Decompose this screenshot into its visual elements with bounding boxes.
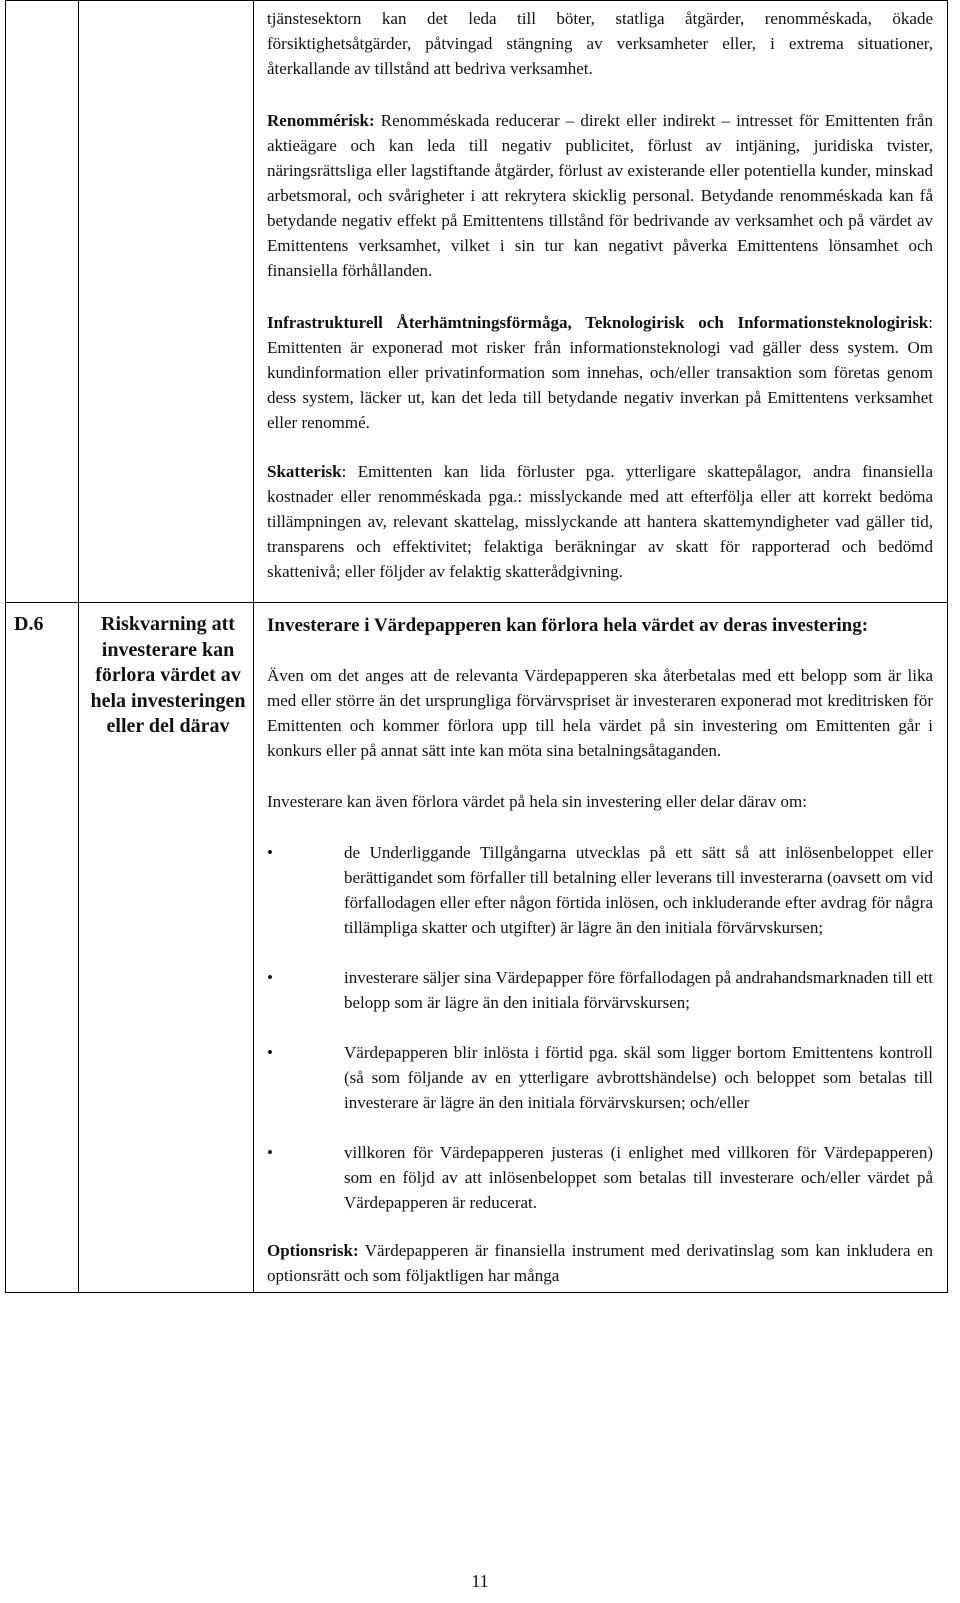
risk-bullet-list: [267, 840, 933, 1215]
skatt-label: Skatterisk: [267, 462, 342, 481]
top-paragraph: tjänstesektorn kan det leda till böter, statliga åtgärder, renomméskada, ökade försiktighetsåtgärder, påtvingad stängning av verksamheter eller, i extrema situationer, återkallande av tillstånd att bedriva verksamhet.: [267, 9, 933, 78]
empty-cell: [6, 1, 79, 603]
renomme-paragraph: [267, 108, 933, 283]
table-row: [6, 1, 948, 603]
bullet-glyph: •: [267, 968, 273, 987]
section-title-cell: [79, 603, 254, 1293]
infra-paragraph: [267, 310, 933, 435]
bullet-glyph: •: [267, 1043, 273, 1062]
list-item: • investerare säljer sina Värdepapper före förfallodagen på andrahandsmarknaden till ett belopp som är lägre än den initiala förvärvskursen;: [267, 965, 933, 1015]
list-item: • de Underliggande Tillgångarna utvecklas på ett sätt så att inlösenbeloppet eller berättigandet som förfaller till betalning eller leverans till investerarna (oavsett om vid förfallodagen eller efter någon förtida inlösen, och inkluderande efter avdrag för några tillämpliga skatter och utgifter) är lägre än den initiala förvärvskursen;: [267, 840, 933, 940]
summary-table: [5, 0, 948, 1293]
section-number-cell: [6, 603, 79, 1293]
renomme-label: Renommérisk:: [267, 111, 375, 130]
table-row: [6, 603, 948, 1293]
skatt-paragraph: [267, 459, 933, 584]
content-cell: [254, 1, 948, 603]
infra-text: : Emittenten är exponerad mot risker från informationsteknologi vad gäller dess system. Om kundinformation eller privatinformation som innehas, och/eller transaktion som företas genom dess system, läcker ut, kan det leda till betydande negativ inverkan på Emittentens verksamhet eller renommé.: [267, 313, 933, 432]
option-risk-label: Optionsrisk:: [267, 1241, 359, 1260]
list-item: • villkoren för Värdepapperen justeras (i enlighet med villkoren för Värdepapperen) som en följd av att inlösenbeloppet som betalas till investerare och/eller värdet på Värdepapperen är reducerat.: [267, 1140, 933, 1215]
bullet-glyph: •: [267, 1143, 273, 1162]
section-title: Riskvarning att investerare kan förlora värdet av hela investeringen eller del därav: [90, 613, 246, 737]
page-number: 11: [471, 1571, 489, 1591]
empty-cell: [79, 1, 254, 603]
skatt-text: : Emittenten kan lida förluster pga. ytterligare skattepålagor, andra finansiella kostnader eller renomméskada pga.: misslyckande med att efterfölja eller att korrekt bedöma tillämpningen av, relevant skattelag, misslyckande att hantera skattemyndigheter vad gäller tid, transparens och effektivitet; felaktiga beräkningar av skatt för rapporterad och bedömd skattenivå; eller följder av felaktig skatterådgivning.: [267, 462, 933, 581]
d6-paragraph-2: Investerare kan även förlora värdet på hela sin investering eller delar därav om:: [267, 792, 807, 811]
section-number: D.6: [14, 613, 44, 635]
option-risk-paragraph: [267, 1238, 933, 1288]
content-cell: [254, 603, 948, 1293]
option-risk-text: Värdepapperen är finansiella instrument med derivatinslag som kan inkludera en optionsrätt och som följaktligen har många: [267, 1241, 933, 1285]
renomme-text: Renomméskada reducerar – direkt eller indirekt – intresset för Emittenten från aktieägare och kan leda till negativ publicitet, förlust av intjäning, juridiska tvister, näringsrättsliga eller lagstiftande åtgärder, förlust av existerande eller potentiella kunder, minskad arbetsmoral, och svårigheter i att rekrytera skicklig personal. Betydande renomméskada kan få betydande negativ effekt på Emittentens tillstånd för bedrivande av verksamhet och på värdet av Emittentens verksamhet, vilket i sin tur kan negativt påverka Emittentens lönsamhet och finansiella förhållanden.: [267, 111, 933, 280]
d6-paragraph-1: Även om det anges att de relevanta Värdepapperen ska återbetalas med ett belopp som är lika med eller större än det ursprungliga förvärvspriset är investeraren exponerad mot kreditrisken för Emittenten och kommer förlora upp till hela värdet på sin investering om Emittenten går i konkurs eller på annat sätt inte kan möta sina betalningsåtaganden.: [267, 666, 933, 760]
section-heading: Investerare i Värdepapperen kan förlora hela värdet av deras investering:: [267, 615, 869, 636]
list-item: • Värdepapperen blir inlösta i förtid pga. skäl som ligger bortom Emittentens kontroll (så som följande av en ytterligare avbrottshändelse) och beloppet som betalas till investerare är lägre än den initiala förvärvskursen; och/eller: [267, 1040, 933, 1115]
bullet-glyph: •: [267, 843, 273, 862]
infra-label: Infrastrukturell Återhämtningsförmåga, Teknologirisk och Informationsteknologirisk: [267, 313, 929, 332]
